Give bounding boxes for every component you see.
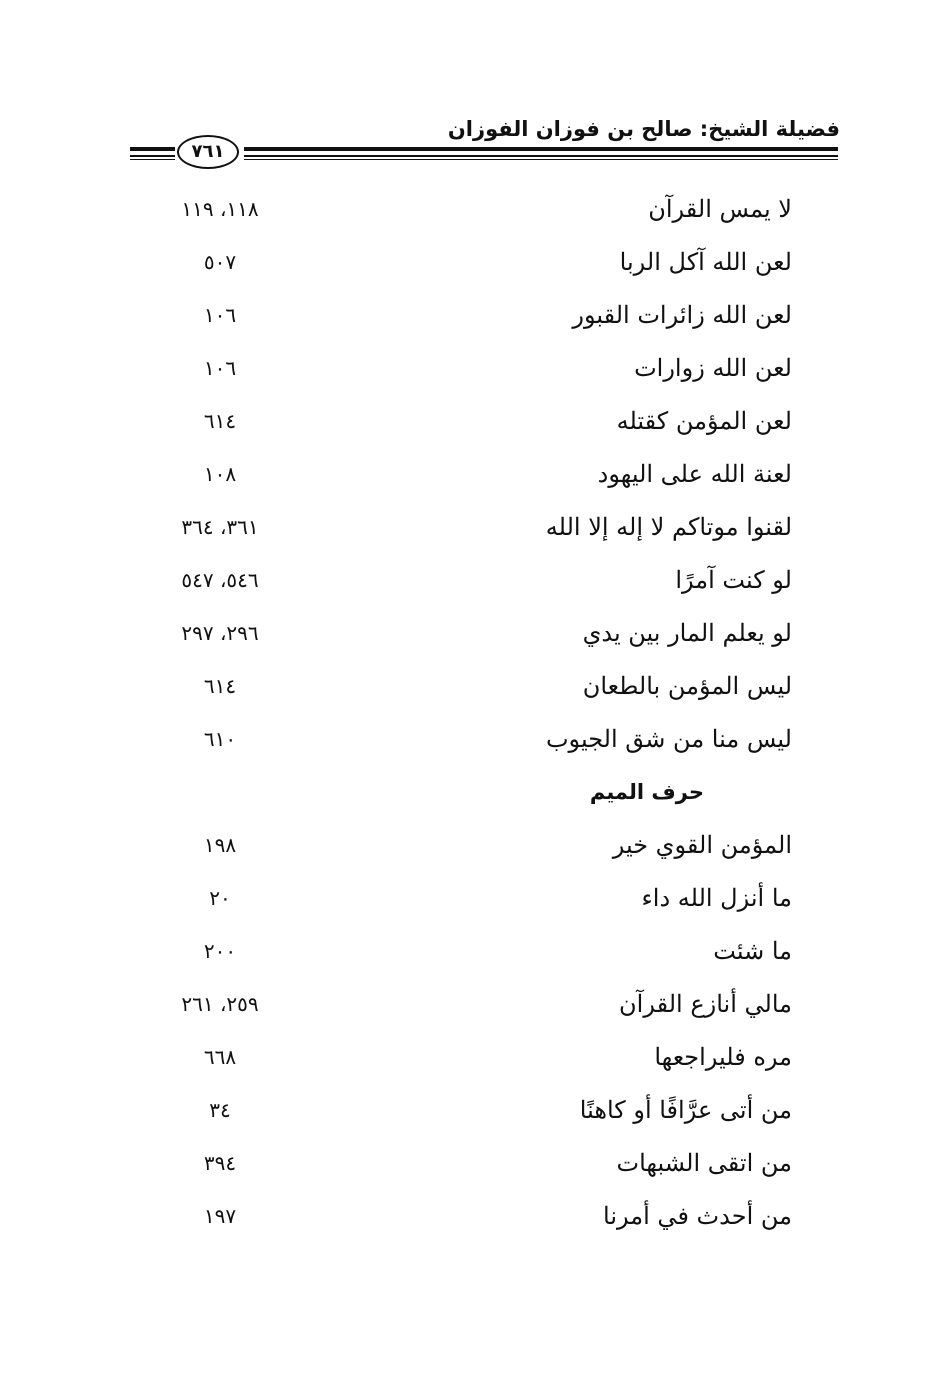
page-reference: ٥٠٧ bbox=[203, 250, 237, 274]
header-rule-right-thin bbox=[244, 155, 838, 157]
page-reference: ٢٠٠ bbox=[203, 939, 237, 963]
list-item bbox=[0, 1137, 952, 1190]
list-item bbox=[0, 501, 952, 554]
page-reference: ٦٦٨ bbox=[203, 1045, 237, 1069]
page-reference: ١٩٧ bbox=[203, 1204, 237, 1228]
hadith-text: ما أنزل الله داء bbox=[641, 884, 792, 912]
page-reference: ٣٤ bbox=[209, 1098, 231, 1122]
section-heading-row bbox=[0, 766, 952, 819]
page-reference: ١١٨، ١١٩ bbox=[181, 197, 259, 221]
page-reference: ١٩٨ bbox=[203, 833, 237, 857]
page-reference: ٢٠ bbox=[209, 886, 231, 910]
hadith-text: المؤمن القوي خير bbox=[612, 831, 792, 859]
page-reference: ٢٩٦، ٢٩٧ bbox=[181, 621, 259, 645]
page-reference: ٦١٠ bbox=[203, 727, 237, 751]
header-rule-left-thin bbox=[130, 155, 175, 157]
hadith-text: من اتقى الشبهات bbox=[616, 1149, 792, 1177]
list-item bbox=[0, 872, 952, 925]
page-reference: ٦١٤ bbox=[203, 409, 237, 433]
hadith-index-list bbox=[0, 183, 952, 1243]
hadith-text: لا يمس القرآن bbox=[648, 195, 792, 223]
list-item bbox=[0, 183, 952, 236]
page-reference: ١٠٦ bbox=[203, 303, 237, 327]
page-reference: ١٠٦ bbox=[203, 356, 237, 380]
list-item bbox=[0, 713, 952, 766]
page-reference: ٦١٤ bbox=[203, 674, 237, 698]
hadith-text: لعن الله آكل الربا bbox=[619, 248, 792, 276]
running-header-title: فضيلة الشيخ: صالح بن فوزان الفوزان bbox=[447, 117, 840, 141]
page-reference: ١٠٨ bbox=[203, 462, 237, 486]
hadith-text: ليس المؤمن بالطعان bbox=[582, 672, 792, 700]
hadith-text: لعنة الله على اليهود bbox=[597, 460, 792, 488]
list-item bbox=[0, 236, 952, 289]
list-item bbox=[0, 1031, 952, 1084]
hadith-text: مالي أنازع القرآن bbox=[619, 990, 792, 1018]
hadith-text: مره فليراجعها bbox=[654, 1043, 792, 1071]
list-item bbox=[0, 660, 952, 713]
page-number-badge: ٧٦١ bbox=[177, 135, 239, 169]
header-rule-right-thick bbox=[244, 147, 838, 151]
page-reference: ٣٩٤ bbox=[203, 1151, 237, 1175]
hadith-text: لقنوا موتاكم لا إله إلا الله bbox=[545, 513, 792, 541]
list-item bbox=[0, 607, 952, 660]
hadith-text: لو كنت آمرًا bbox=[675, 566, 792, 594]
hadith-text: لعن الله زائرات القبور bbox=[572, 301, 792, 329]
page-reference: ٣٦١، ٣٦٤ bbox=[181, 515, 259, 539]
list-item bbox=[0, 978, 952, 1031]
page-reference: ٢٥٩، ٢٦١ bbox=[181, 992, 259, 1016]
section-heading: حرف الميم bbox=[589, 780, 704, 804]
list-item bbox=[0, 448, 952, 501]
list-item bbox=[0, 819, 952, 872]
header-rule-left-thick bbox=[130, 147, 175, 151]
hadith-text: ما شئت bbox=[713, 937, 792, 965]
list-item bbox=[0, 925, 952, 978]
hadith-text: لو يعلم المار بين يدي bbox=[582, 619, 792, 647]
header-rule-left-bottom bbox=[130, 159, 175, 160]
hadith-text: من أحدث في أمرنا bbox=[603, 1202, 792, 1230]
header-rule-right-bottom bbox=[244, 159, 838, 160]
hadith-text: ليس منا من شق الجيوب bbox=[545, 725, 792, 753]
list-item bbox=[0, 554, 952, 607]
page-reference: ٥٤٦، ٥٤٧ bbox=[181, 568, 259, 592]
list-item bbox=[0, 342, 952, 395]
list-item bbox=[0, 1084, 952, 1137]
list-item bbox=[0, 289, 952, 342]
hadith-text: لعن المؤمن كقتله bbox=[616, 407, 792, 435]
list-item bbox=[0, 395, 952, 448]
hadith-text: لعن الله زوارات bbox=[634, 354, 792, 382]
list-item bbox=[0, 1190, 952, 1243]
hadith-text: من أتى عرَّافًا أو كاهنًا bbox=[579, 1096, 792, 1124]
